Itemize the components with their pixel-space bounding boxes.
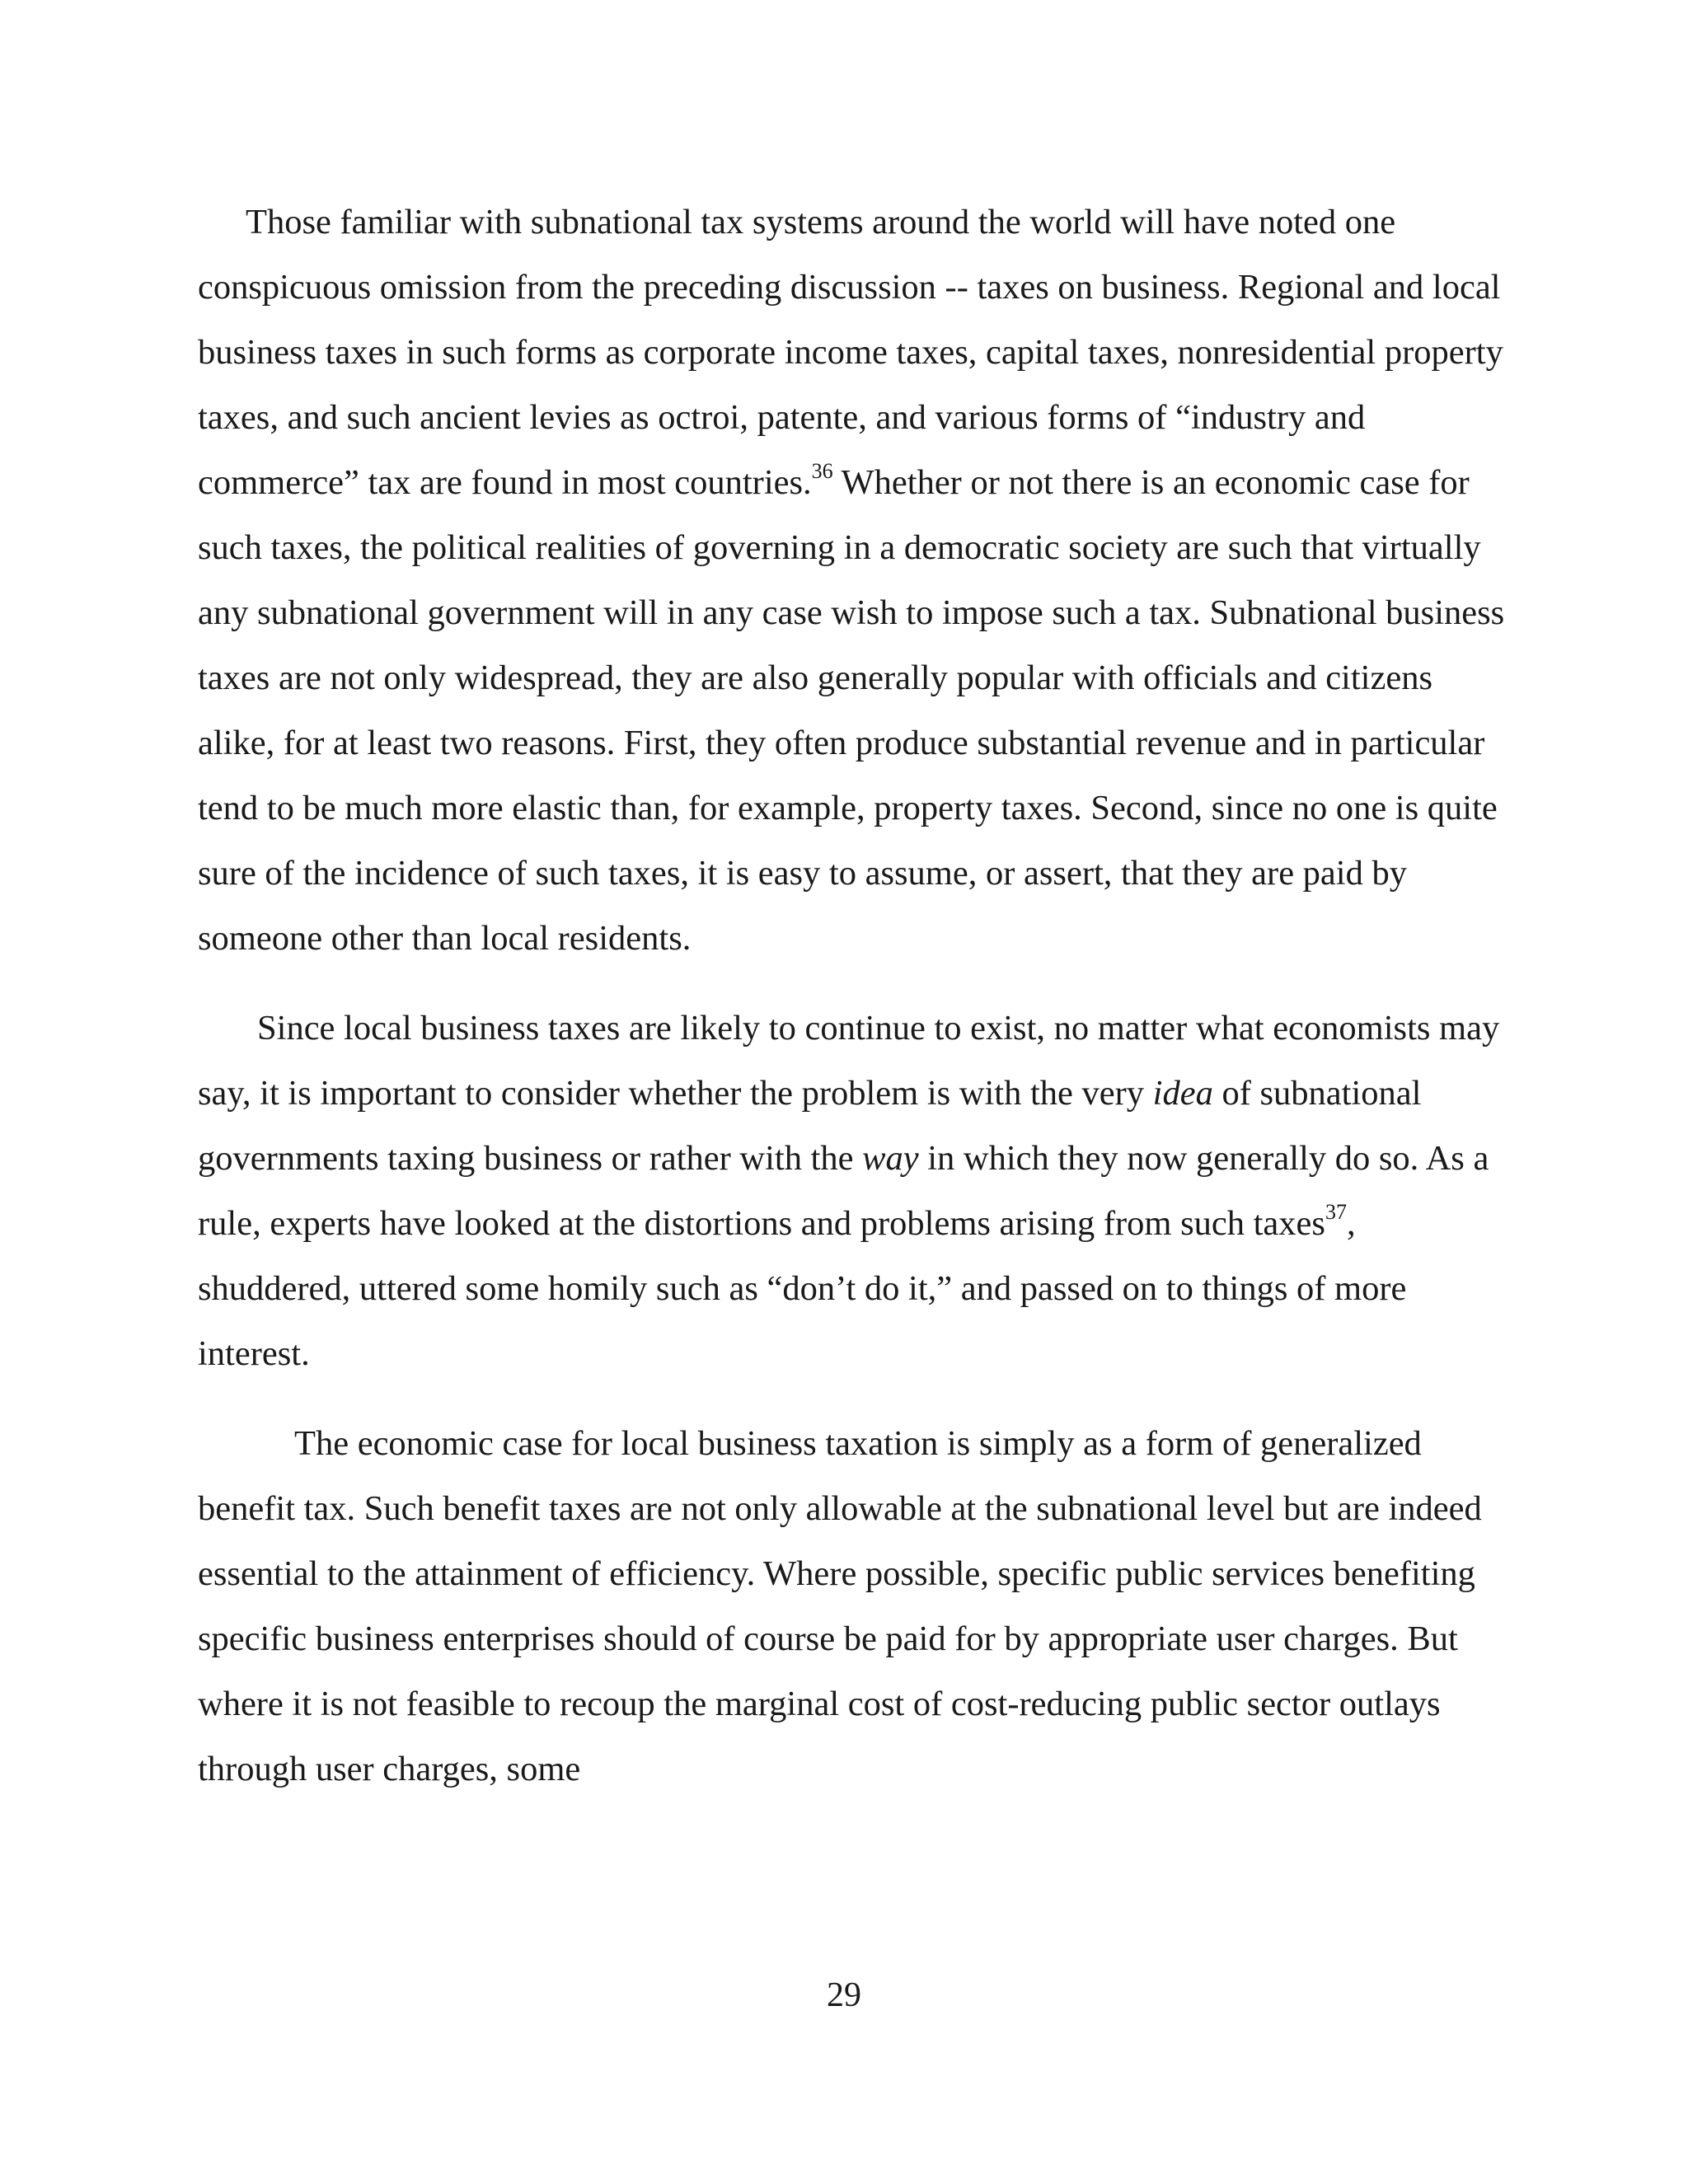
page-body	[198, 190, 1517, 1802]
emphasis-way: way	[862, 1139, 919, 1178]
paragraph-business-taxes-persist	[198, 996, 1517, 1386]
paragraph-benefit-tax-case	[198, 1411, 1517, 1802]
paragraph-text: Since local business taxes are likely to continue to exist, no matter what economists may say, it is important to consider whether the problem is with the very	[198, 1009, 1500, 1113]
emphasis-idea: idea	[1152, 1074, 1213, 1113]
paragraph-business-taxes-omission	[198, 190, 1517, 971]
paragraph-text: Whether or not there is an economic case for such taxes, the political realities of governing in a democratic society are such that virtually any subnational government will in any case wish to impose such a tax. Subnational business taxes are not only widespread, they are also generally popular with officials and citizens alike, for at least two reasons. First, they often produce substantial revenue and in particular tend to be much more elastic than, for example, property taxes. Second, since no one is quite sure of the incidence of such taxes, it is easy to assume, or assert, that they are paid by someone other than local residents.	[198, 463, 1505, 958]
paragraph-text: Those familiar with subnational tax systems around the world will have noted one conspicuous omission from the preceding discussion -- taxes on business. Regional and local business taxes in such forms as corporate income taxes, capital taxes, nonresidential property taxes, and such ancient levies as octroi, patente, and various forms of “industry and commerce” tax are found in most countries.	[198, 203, 1503, 502]
page-number: 29	[827, 1976, 861, 2014]
paragraph-text: of subnational governments taxing business or rather with the	[198, 1074, 1422, 1178]
paragraph-text: , shuddered, uttered some homily such as “don’t do it,” and passed on to things of more interest.	[198, 1204, 1407, 1373]
paragraph-text: The economic case for local business taxation is simply as a form of generalized benefit tax. Such benefit taxes are not only allowable at the subnational level but are indeed essential to the attainment of efficiency. Where possible, specific public services benefiting specific business enterprises should of course be paid for by appropriate user charges. But where it is not feasible to recoup the marginal cost of cost-reducing public sector outlays through user charges, some	[198, 1424, 1482, 1788]
paragraph-text: in which they now generally do so. As a rule, experts have looked at the distortions and problems arising from such taxes	[198, 1139, 1489, 1243]
footnote-marker-37[interactable]: 37	[1325, 1200, 1347, 1224]
footnote-marker-36[interactable]: 36	[811, 459, 833, 483]
